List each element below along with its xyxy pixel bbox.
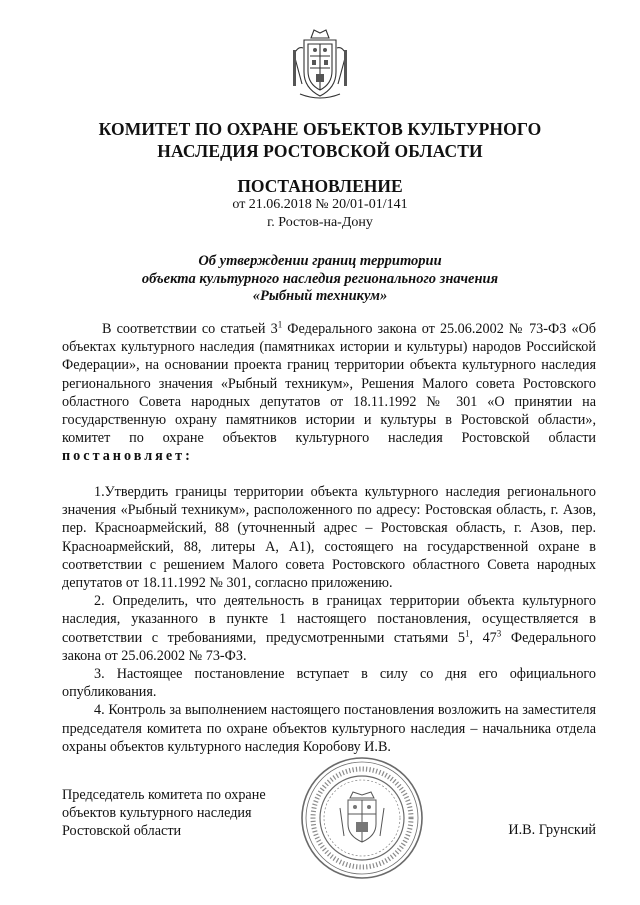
- item-2-sup-1: 1: [464, 627, 470, 638]
- resolve-word: постановляет:: [62, 448, 193, 465]
- item-4: 4. Контроль за выполнением настоящего постановления возложить на заместителя председателя комитета по охране объектов культурного наследия – начальника отдела охраны объектов культурного наследия Коробову И.В.: [62, 702, 596, 755]
- document-type: ПОСТАНОВЛЕНИЕ: [237, 176, 403, 196]
- item-3: 3. Настоящее постановление вступает в силу со дня его официального опубликования.: [62, 666, 596, 701]
- date-number: от 21.06.2018 № 20/01-01/141: [232, 197, 408, 212]
- preamble-text-b: Федерального закона от 25.06.2002 № 73-ФЗ «Об объектах культурного наследия (памятниках истории и культуры) народов Российской Федерации», на основании проекта границ территории объекта культурного наследия регионального значения «Рыбный техникум», Решения Малого совета Ростовского областного Совета народных депутатов от 18.11.1992 № 301 «О принятии на государственную охрану памятников истории и культуры в Ростовской области», комитет по охране объектов культурного наследия Ростовской области: [62, 321, 596, 447]
- subject-line-2: объекта культурного наследия регионального значения: [141, 270, 499, 287]
- subject-line-3: «Рыбный техникум»: [252, 288, 388, 304]
- subject-line-1: Об утверждении границ территории: [198, 253, 442, 269]
- signatory-line-1: Председатель комитета по охране: [62, 787, 266, 803]
- organization-name: [60, 118, 580, 162]
- coat-of-arms-icon: [290, 24, 350, 102]
- org-line-2: НАСЛЕДИЯ РОСТОВСКОЙ ОБЛАСТИ: [157, 141, 483, 161]
- signatory-name: И.В. Грунский: [508, 822, 596, 838]
- item-2-sup-2: 3: [496, 627, 502, 638]
- preamble-paragraph: [62, 320, 596, 466]
- item-2-text-c: Федерального закона от 25.06.2002 № 73-ФЗ.: [62, 629, 597, 664]
- preamble-text-a: В соответствии со статьей 3: [102, 321, 278, 337]
- item-2-text-b: , 47: [469, 629, 497, 646]
- item-2: [62, 592, 596, 665]
- signatory-line-2: объектов культурного наследия: [62, 805, 252, 822]
- resolution-items: [62, 483, 596, 756]
- item-1: 1.Утвердить границы территории объекта культурного наследия регионального значения «Рыбный техникум», расположенного по адресу: Ростовская область, г. Азов, пер. Красноармейский, 88 (уточненный адрес – Ростовская область, г. Азов, пер. Красноармейский, 88, литеры А, А1), состоящего на государственной охране в соответствии с решением Малого совета Ростовского областного Совета народных депутатов от 18.11.1992 № 301, согласно приложению.: [62, 484, 596, 592]
- city: г. Ростов-на-Дону: [267, 215, 373, 230]
- preamble-sup: 1: [277, 319, 283, 330]
- signatory-title: [62, 786, 266, 841]
- signatory-line-3: Ростовской области: [62, 823, 182, 840]
- org-line-1: КОМИТЕТ ПО ОХРАНЕ ОБЪЕКТОВ КУЛЬТУРНОГО: [98, 119, 542, 139]
- official-seal-icon: [300, 756, 424, 880]
- document-subject: [60, 253, 580, 306]
- item-2-text-a: 2. Определить, что деятельность в границах территории объекта культурного наследия, указанного в пункте 1 настоящего постановления, осуществляется в соответствии с требованиями, предусмотренными статьями 5: [62, 593, 596, 646]
